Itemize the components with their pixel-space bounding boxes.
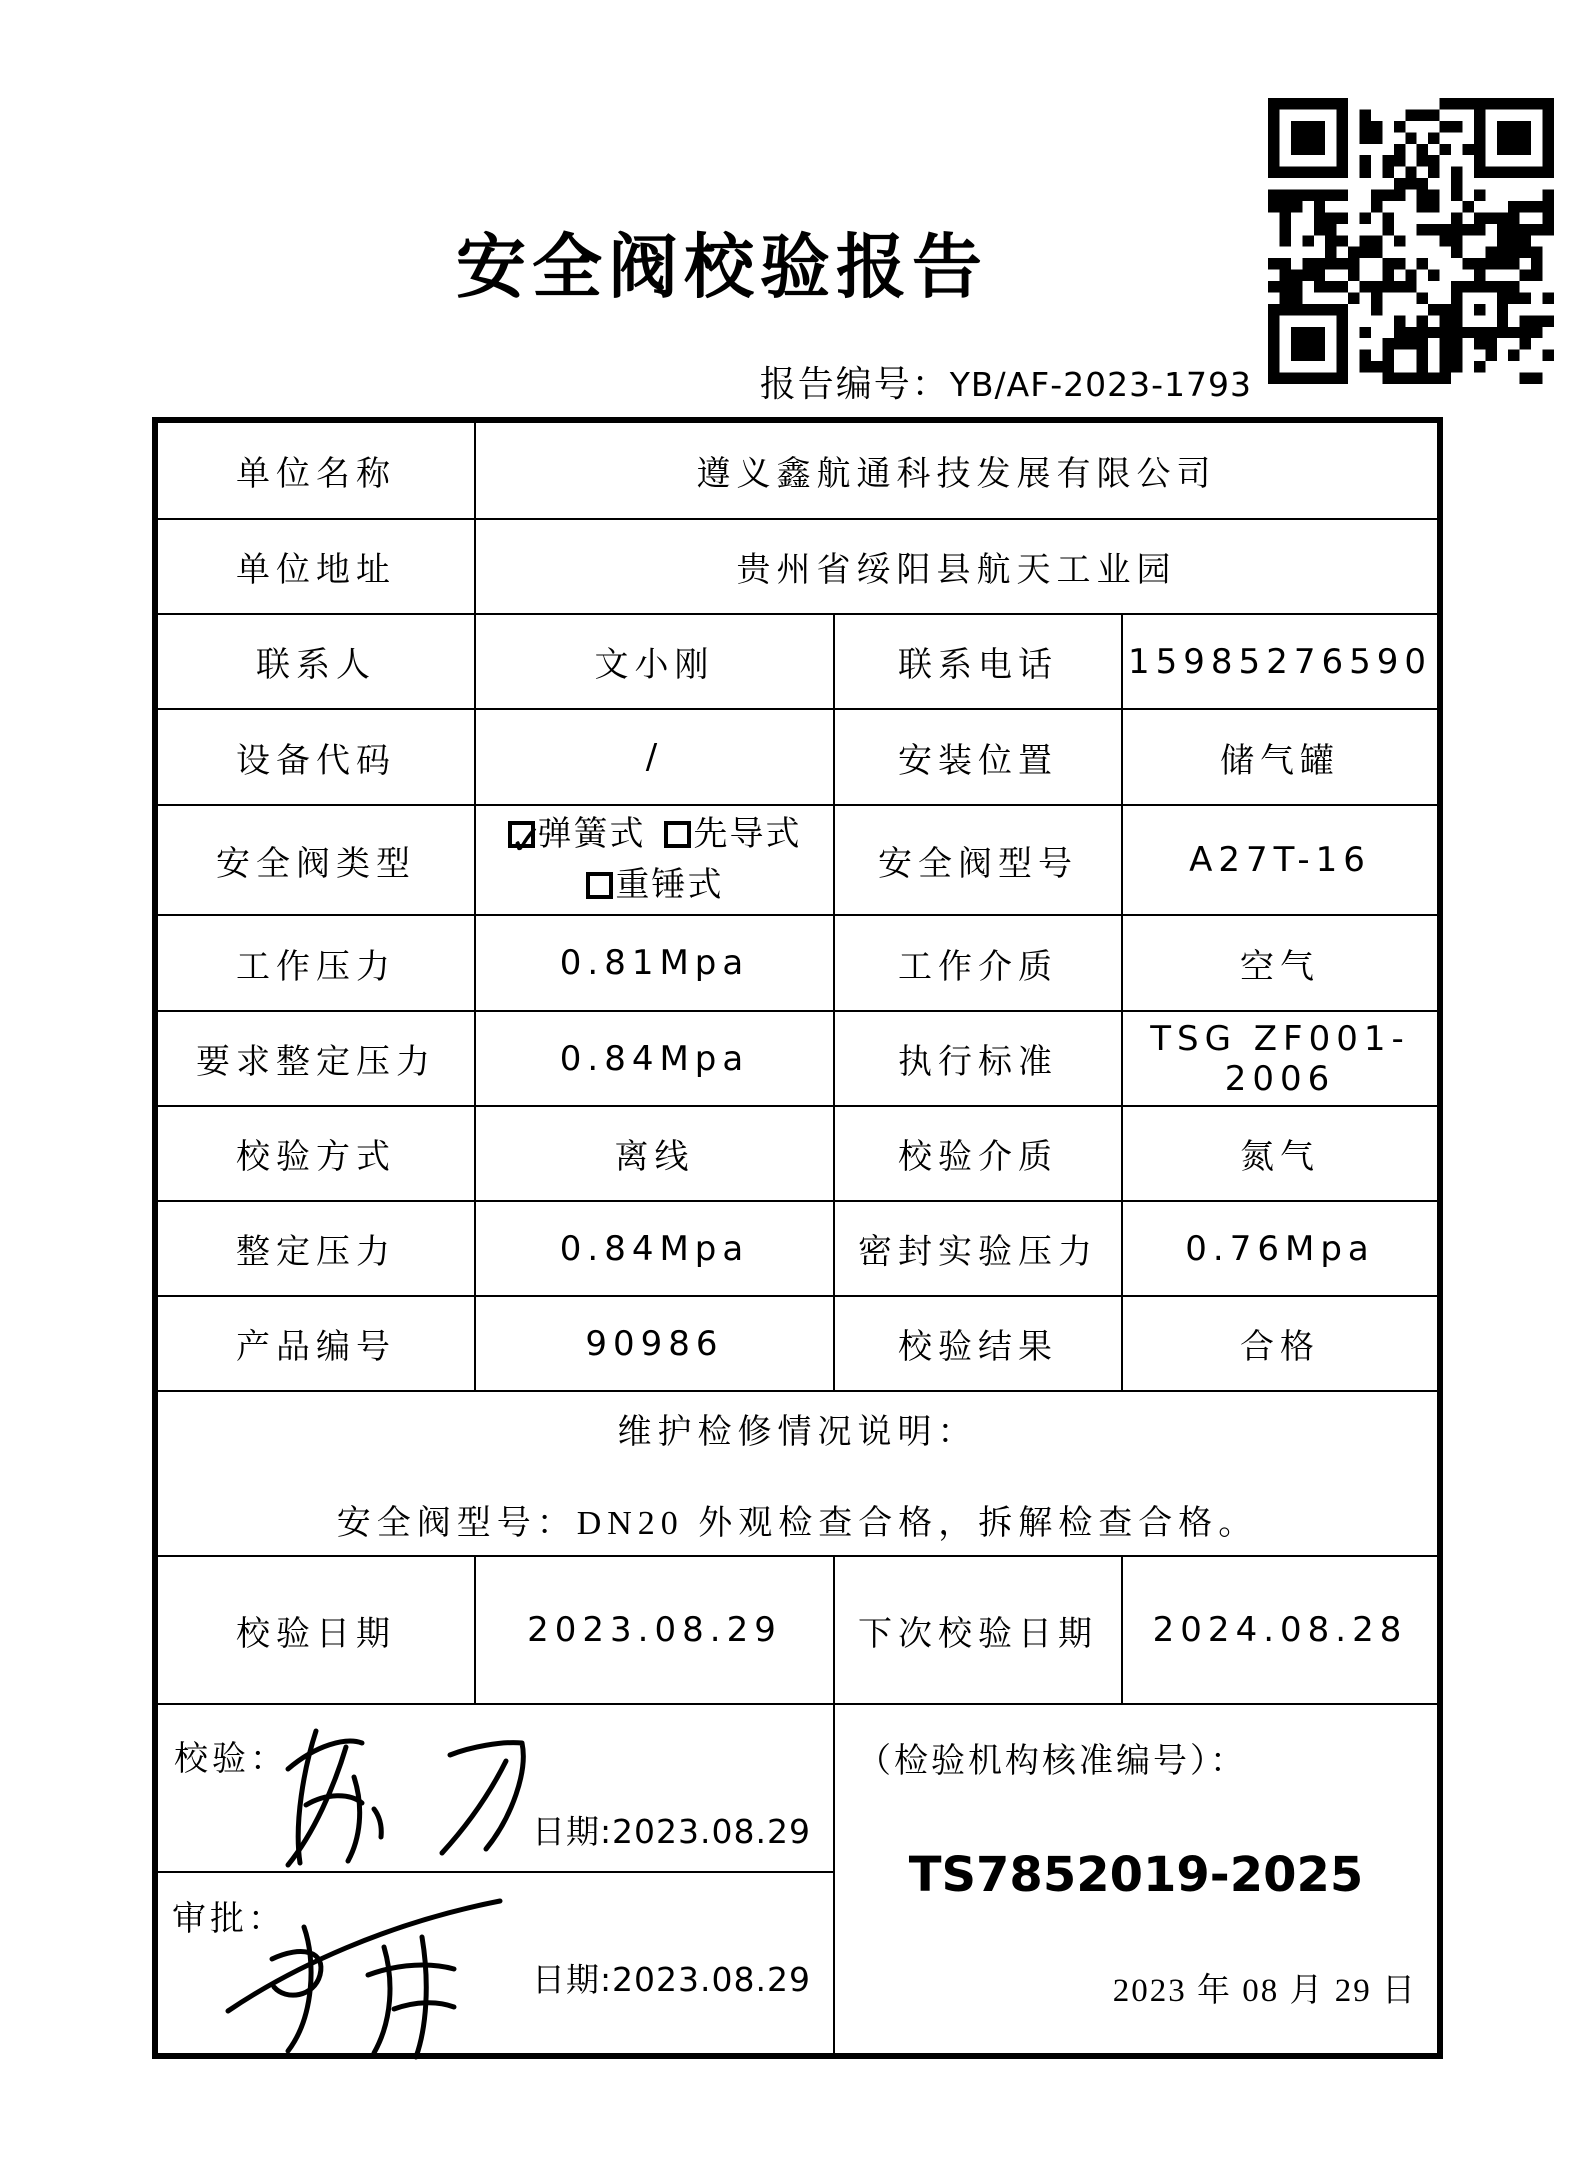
row-product-no	[155, 1296, 1440, 1391]
report-table	[152, 417, 1443, 2059]
valve-type-option-spring-label: 弹簧式	[537, 816, 646, 853]
row-unit-address	[155, 519, 1440, 614]
product-no-value: 90986	[475, 1296, 834, 1391]
contact-phone-label: 联系电话	[834, 614, 1122, 709]
install-location-value: 储气罐	[1122, 709, 1440, 805]
valve-type-option-weight	[586, 860, 724, 911]
standard-value: TSG ZF001-2006	[1122, 1011, 1440, 1106]
row-calibration-date	[155, 1556, 1440, 1704]
calibration-date-label: 校验日期	[155, 1556, 475, 1704]
next-calibration-date-value: 2024.08.28	[1122, 1556, 1440, 1704]
row-device	[155, 709, 1440, 805]
org-code-label: （检验机构核准编号）：	[857, 1743, 1247, 1780]
calibration-result-label: 校验结果	[834, 1296, 1122, 1391]
valve-type-option-pilot-label: 先导式	[693, 816, 802, 853]
valve-type-option-weight-label: 重锤式	[615, 867, 724, 904]
checkbox-icon	[664, 821, 691, 848]
set-pressure-value: 0.84Mpa	[475, 1201, 834, 1296]
row-contact	[155, 614, 1440, 709]
approver-signature-cell	[155, 1872, 834, 2056]
report-number-value: YB/AF-2023-1793	[949, 365, 1252, 404]
install-location-label: 安装位置	[834, 709, 1122, 805]
row-calibration-method	[155, 1106, 1440, 1201]
calibration-method-label: 校验方式	[155, 1106, 475, 1201]
working-medium-label: 工作介质	[834, 915, 1122, 1011]
required-set-pressure-value: 0.84Mpa	[475, 1011, 834, 1106]
working-pressure-label: 工作压力	[155, 915, 475, 1011]
calibration-medium-value: 氮气	[1122, 1106, 1440, 1201]
device-code-label: 设备代码	[155, 709, 475, 805]
calibrator-date: 日期:2023.08.29	[531, 1812, 811, 1851]
seal-test-pressure-label: 密封实验压力	[834, 1201, 1122, 1296]
working-medium-value: 空气	[1122, 915, 1440, 1011]
contact-person-value: 文小刚	[475, 614, 834, 709]
page-title: 安全阀校验报告	[456, 230, 988, 307]
checkbox-checked-icon	[508, 821, 535, 848]
report-number-label: 报告编号：	[759, 364, 950, 404]
unit-name-label: 单位名称	[155, 420, 475, 519]
calibrator-signature-cell	[155, 1704, 834, 1872]
valve-type-option-pilot	[664, 809, 802, 860]
working-pressure-value: 0.81Mpa	[475, 915, 834, 1011]
calibration-medium-label: 校验介质	[834, 1106, 1122, 1201]
issue-date: 2023 年 08 月 29 日	[1112, 1973, 1418, 2009]
set-pressure-label: 整定压力	[155, 1201, 475, 1296]
next-calibration-date-label: 下次校验日期	[834, 1556, 1122, 1704]
row-maintenance-note	[155, 1391, 1440, 1556]
org-code-value: TS7852019-2025	[908, 1847, 1364, 1903]
contact-phone-value: 15985276590	[1122, 614, 1440, 709]
unit-name-value: 遵义鑫航通科技发展有限公司	[475, 420, 1440, 519]
calibrator-label: 校验：	[174, 1741, 288, 1778]
calibration-date-value: 2023.08.29	[475, 1556, 834, 1704]
checkbox-icon	[586, 872, 613, 899]
product-no-label: 产品编号	[155, 1296, 475, 1391]
row-valve-type	[155, 805, 1440, 915]
approver-date: 日期:2023.08.29	[531, 1960, 811, 1999]
valve-model-label: 安全阀型号	[834, 805, 1122, 915]
maintenance-note-cell	[155, 1391, 1440, 1556]
report-number	[152, 356, 1252, 407]
approver-signature-li-wei	[208, 1889, 518, 2053]
approver-label: 审批：	[172, 1901, 286, 1938]
calibration-result-value: 合格	[1122, 1296, 1440, 1391]
valve-type-label: 安全阀类型	[155, 805, 475, 915]
contact-person-label: 联系人	[155, 614, 475, 709]
standard-label: 执行标准	[834, 1011, 1122, 1106]
valve-type-option-spring	[508, 809, 646, 860]
row-unit-name	[155, 420, 1440, 519]
row-set-pressure	[155, 1201, 1440, 1296]
device-code-value: /	[475, 709, 834, 805]
row-calibrator-signature	[155, 1704, 1440, 1872]
unit-address-value: 贵州省绥阳县航天工业园	[475, 519, 1440, 614]
valve-type-value	[475, 805, 834, 915]
row-required-set-pressure	[155, 1011, 1440, 1106]
qr-code	[1268, 98, 1554, 384]
calibration-method-value: 离线	[475, 1106, 834, 1201]
row-working-pressure	[155, 915, 1440, 1011]
approval-org-cell	[834, 1704, 1440, 2056]
unit-address-label: 单位地址	[155, 519, 475, 614]
required-set-pressure-label: 要求整定压力	[155, 1011, 475, 1106]
maintenance-note-content: 安全阀型号：DN20 外观检查合格，拆解检查合格。	[336, 1504, 1259, 1542]
maintenance-note-title: 维护检修情况说明：	[617, 1413, 978, 1451]
valve-model-value: A27T-16	[1122, 805, 1440, 915]
seal-test-pressure-value: 0.76Mpa	[1122, 1201, 1440, 1296]
